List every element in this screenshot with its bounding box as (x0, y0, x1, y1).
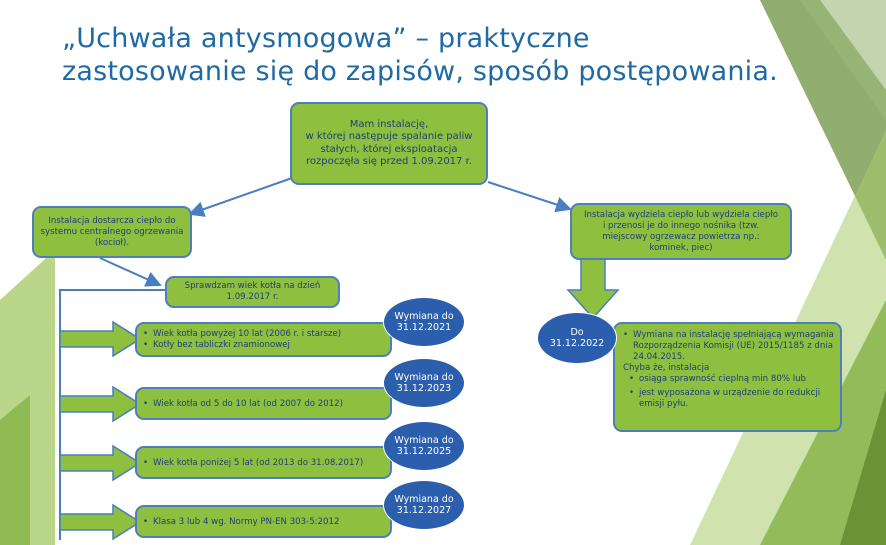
node-left-text: Instalacja dostarcza ciepło do systemu centralnego ogrzewania (kocioł). (40, 215, 184, 248)
node-right (570, 203, 792, 260)
condition-1 (135, 322, 392, 357)
condition-1-item-1: • Wiek kotła powyżej 10 lat (2006 r. i starsze) (141, 329, 386, 340)
block-arrow-1 (60, 322, 140, 356)
block-arrow-down-right (568, 258, 618, 318)
block-arrow-2 (60, 387, 140, 421)
condition-2 (135, 387, 392, 420)
deadline-2025-text: Wymiana do 31.12.2025 (394, 435, 454, 457)
arrow-left-to-check (100, 258, 160, 285)
condition-3 (135, 446, 392, 479)
arrow-top-to-right (488, 182, 570, 209)
node-check-text: Sprawdzam wiek kotła na dzień 1.09.2017 r. (184, 281, 321, 302)
node-check (165, 276, 340, 308)
deadline-2021-text: Wymiana do 31.12.2021 (394, 311, 454, 333)
block-arrow-4 (60, 505, 140, 539)
block-arrow-3 (60, 446, 140, 480)
slide-title: „Uchwała antysmogowa” – praktyczne zastosowanie się do zapisów, sposób postępowania. (62, 23, 778, 87)
deadline-badge-right (537, 312, 617, 364)
node-right-text: Instalacja wydziela ciepło lub wydziela ciepło i przenosi je do innego nośnika (tzw. miejscowy ogrzewacz powietrza np.: kominek, piec) (583, 209, 778, 253)
condition-3-text: • Wiek kotła poniżej 5 lat (od 2013 do 31.08.2017) (141, 458, 386, 469)
condition-2-text: • Wiek kotła od 5 do 10 lat (od 2007 do 2012) (141, 399, 386, 410)
deadline-2027-text: Wymiana do 31.12.2027 (394, 494, 454, 516)
node-right-result (613, 322, 842, 432)
condition-1-item-2: • Kotły bez tabliczki znamionowej (141, 340, 386, 351)
node-top-text: Mam instalację, w której następuje spalanie paliw stałych, której eksploatacja rozpoczęła się przed 1.09.2017 r. (305, 118, 473, 167)
condition-4-text: • Klasa 3 lub 4 wg. Normy PN-EN 303-5:2012 (141, 517, 386, 528)
right-result-item-2: • osiąga sprawność cieplną min 80% lub (627, 374, 834, 385)
deadline-right-text: Do 31.12.2022 (549, 327, 605, 349)
arrow-top-to-left (190, 178, 292, 214)
node-top (290, 102, 488, 185)
deadline-badge-2025 (383, 421, 465, 471)
right-result-item-3: • jest wyposażona w urządzenie do redukcji emisji pyłu. (627, 388, 834, 410)
right-result-item-1: • Wymiana na instalację spełniającą wymagania Rozporządzenia Komisji (UE) 2015/1185 z dnia 24.04.2015. (621, 330, 834, 363)
deadline-badge-2021 (383, 297, 465, 347)
deadline-badge-2023 (383, 358, 465, 408)
condition-4 (135, 505, 392, 538)
deadline-badge-2027 (383, 480, 465, 530)
right-result-middle: Chyba że, instalacja (623, 363, 710, 373)
deadline-2023-text: Wymiana do 31.12.2023 (394, 372, 454, 394)
node-left (32, 206, 192, 258)
